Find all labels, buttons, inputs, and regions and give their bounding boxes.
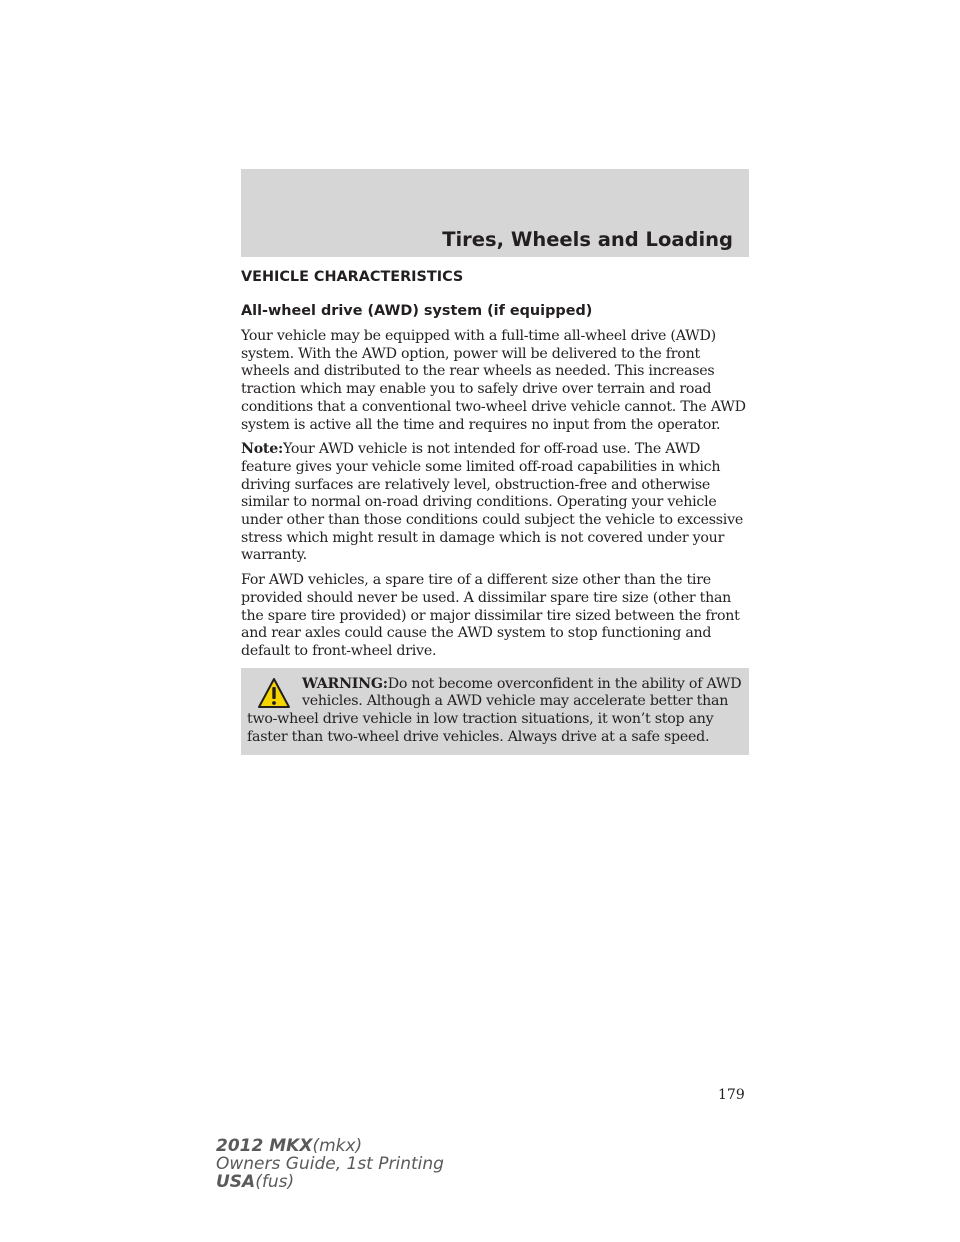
footer-line-3 <box>216 1173 444 1191</box>
section-title: Tires, Wheels and Loading <box>442 228 733 251</box>
footer-line-2: Owners Guide, 1st Printing <box>216 1154 444 1174</box>
spare-tire-paragraph: For AWD vehicles, a spare tire of a different size other than the tire provided should never be used. A dissimilar spare tire size (other than the spare tire provided) or major dissimilar tire sized between the front and rear axles could cause the AWD system to stop functioning and default to front-wheel drive. <box>241 572 740 659</box>
warning-triangle-icon <box>257 677 291 709</box>
page-content <box>241 268 749 755</box>
page-number: 179 <box>718 1087 745 1103</box>
note-label: Note: <box>241 441 283 458</box>
footer-market-code: (fus) <box>255 1172 295 1192</box>
note-paragraph <box>241 441 749 565</box>
document-footer <box>216 1137 444 1191</box>
footer-model: 2012 MKX <box>216 1136 313 1156</box>
sub-heading: All-wheel drive (AWD) system (if equipped) <box>241 303 593 319</box>
section-header-band <box>241 169 749 257</box>
warning-box <box>241 668 749 756</box>
note-text: Your AWD vehicle is not intended for off-road use. The AWD feature gives your vehicle some limited off-road capabilities in which driving surfaces are relatively level, obstruction-free and otherwise similar to normal on-road driving conditions. Operating your vehicle under other than those conditions could subject the vehicle to excessive stress which might result in damage which is not covered under your warranty. <box>241 441 744 564</box>
warning-label: WARNING: <box>302 675 388 692</box>
main-heading: VEHICLE CHARACTERISTICS <box>241 269 464 285</box>
footer-market: USA <box>216 1172 256 1192</box>
footer-model-code: (mkx) <box>312 1136 363 1156</box>
warning-text: Do not become overconfident in the ability of AWD vehicles. Although a AWD vehicle may accelerate better than two-wheel drive vehicle in low traction situations, it won’t stop any faster than two-wheel drive vehicles. Always drive at a safe speed. <box>247 675 742 745</box>
footer-line-1 <box>216 1137 444 1155</box>
awd-description-paragraph: Your vehicle may be equipped with a full-time all-wheel drive (AWD) system. With the AWD option, power will be delivered to the front wheels and distributed to the rear wheels as needed. This increases traction which may enable you to safely drive over terrain and road conditions that a conventional two-wheel drive vehicle cannot. The AWD system is active all the time and requires no input from the operator. <box>241 328 746 433</box>
